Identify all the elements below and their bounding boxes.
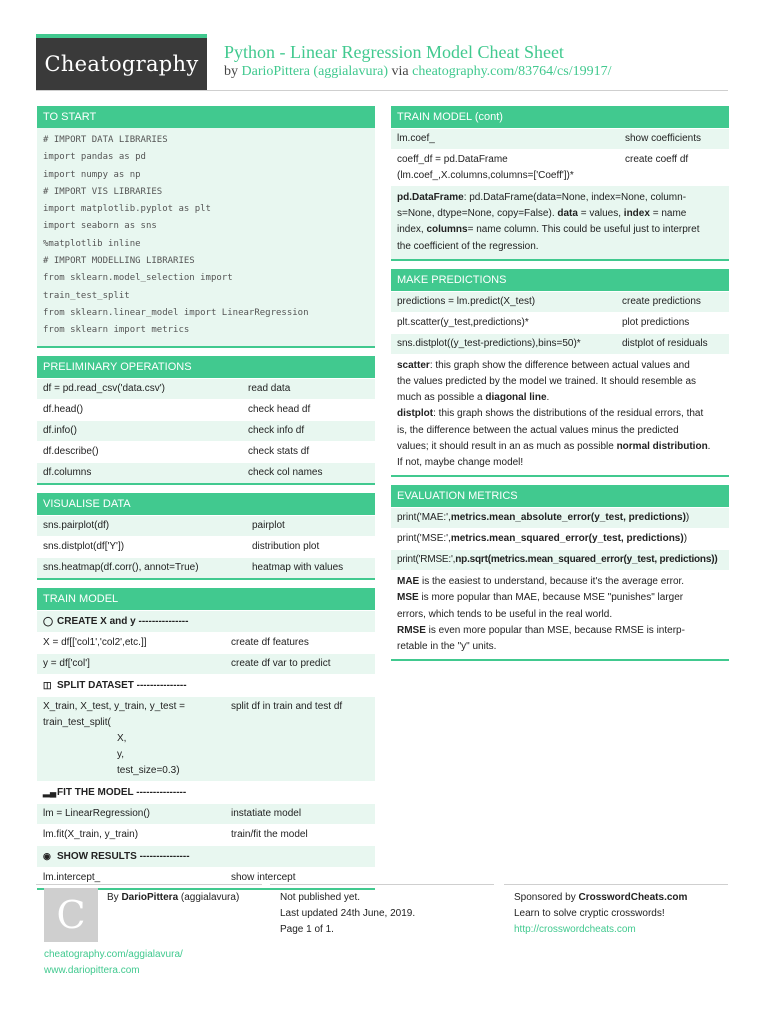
table-row (391, 333, 729, 354)
section-title: TRAIN MODEL (cont) (391, 106, 729, 128)
subsection-heading (37, 675, 193, 696)
row-desc: heatmap with values (252, 561, 344, 573)
note-text: is, the difference between the actual values minus the predicted (397, 424, 679, 436)
avatar-letter: C (56, 893, 86, 937)
table-row (391, 312, 729, 333)
row-code: y = df['col'] (43, 657, 90, 669)
table-row (37, 441, 375, 462)
footer-sponsor-link[interactable]: http://crosswordcheats.com (514, 924, 636, 935)
row-desc: show intercept (231, 871, 296, 883)
row-desc: create predictions (622, 295, 701, 307)
table-row (37, 536, 375, 557)
split-code-line: X, (117, 732, 127, 744)
table-row (37, 378, 375, 399)
page-title: Python - Linear Regression Model Cheat Sheet (224, 42, 564, 62)
code-line: from sklearn.linear_model import LinearRegression (43, 307, 309, 318)
footer-divider (270, 884, 494, 885)
row-desc: distplot of residuals (622, 337, 708, 349)
byline (224, 64, 611, 80)
note-text: = name column. This could be useful just to interpret (467, 224, 700, 236)
footer-author-name[interactable]: DarioPittera (121, 892, 179, 903)
section-predictions (391, 269, 729, 477)
table-row (37, 653, 375, 674)
code-line: import numpy as np (43, 169, 141, 180)
note-bold: pd.DataFrame (397, 192, 464, 203)
metric-bold: metrics.mean_squared_error(y_test, predictions) (450, 533, 684, 545)
avatar[interactable] (44, 888, 98, 942)
columns-icon: ◫ (43, 679, 52, 690)
row-code-line: coeff_df = pd.DataFrame (397, 154, 508, 165)
footer-sponsor (514, 891, 687, 905)
note-bold: columns (426, 224, 468, 236)
row-code: lm.coef_ (397, 133, 435, 144)
note-dataframe (391, 186, 729, 259)
code-line: train_test_split (43, 290, 130, 301)
row-desc: read data (248, 382, 291, 394)
table-row (391, 528, 729, 549)
metric-post: ) (683, 533, 688, 545)
metric-pre: print('MSE:', (397, 533, 451, 545)
note-text: = values, (577, 208, 624, 220)
note-bold: diagonal line (485, 392, 547, 404)
code-line: # IMPORT VIS LIBRARIES (43, 186, 163, 197)
note-bold: normal distribution (616, 440, 708, 452)
section-title: VISUALISE DATA (37, 493, 375, 515)
row-code: sns.distplot((y_test-predictions),bins=50)* (397, 337, 581, 349)
row-code: df.columns (43, 466, 92, 478)
section-metrics (391, 485, 729, 661)
footer-page: Page 1 of 1. (280, 924, 334, 935)
section-title: MAKE PREDICTIONS (391, 269, 729, 291)
table-row (37, 557, 375, 578)
section-title: PRELIMINARY OPERATIONS (37, 356, 375, 378)
section-title: TO START (37, 106, 375, 128)
split-code-line: test_size=0.3) (117, 764, 180, 776)
metric-bold: np.sqrt(metrics.mean_squared_error(y_test, predictions)) (455, 554, 718, 566)
note-bold: MSE (397, 592, 419, 604)
show-heading-text: SHOW RESULTS --------------- (57, 850, 190, 862)
footer-sponsor-name[interactable]: CrosswordCheats.com (578, 892, 688, 903)
note-text: the coefficient of the regression. (397, 240, 539, 252)
row-code: sns.pairplot(df) (43, 519, 110, 531)
table-row (391, 291, 729, 312)
logo-text: Cheatography (44, 52, 199, 76)
right-column (391, 106, 729, 669)
footer-sponsor-pre: Sponsored by (514, 892, 579, 903)
section-title: TRAIN MODEL (37, 588, 375, 610)
row-code: df.describe() (43, 445, 99, 457)
footer-status: Not published yet. (280, 892, 361, 903)
note-plots (391, 354, 729, 475)
code-line: import pandas as pd (43, 152, 146, 163)
row-code: df.head() (43, 403, 84, 415)
footer-divider (504, 884, 728, 885)
note-text: = name (649, 208, 687, 220)
subsection-heading (37, 611, 194, 632)
note-text: is more popular than MAE, because MSE "punishes" larger (418, 592, 684, 604)
code-line: import seaborn as sns (43, 221, 157, 232)
subsection-create (37, 610, 375, 632)
row-code: sns.distplot(df['Y']) (43, 540, 125, 552)
row-code (37, 697, 225, 781)
row-code: plt.scatter(y_test,predictions)* (397, 316, 529, 328)
note-text: is the easiest to understand, because it's the average error. (419, 576, 685, 588)
row-desc: plot predictions (622, 316, 690, 328)
row-desc: create coeff df (625, 154, 689, 165)
table-row (37, 399, 375, 420)
code-line: from sklearn import metrics (43, 325, 190, 336)
note-metrics (391, 570, 729, 659)
section-title: EVALUATION METRICS (391, 485, 729, 507)
row-desc: split df in train and test df (231, 700, 343, 712)
code-line: # IMPORT DATA LIBRARIES (43, 135, 168, 145)
author-link[interactable]: DarioPittera (aggialavura) (241, 64, 389, 79)
code-line: from sklearn.model_selection import (43, 273, 233, 284)
row-desc: instatiate model (231, 807, 302, 819)
footer-author (107, 891, 239, 905)
left-column (37, 106, 375, 898)
footer-website-link[interactable]: www.dariopittera.com (44, 965, 140, 976)
row-desc: check info df (248, 424, 305, 436)
section-train-model (37, 588, 375, 890)
note-text: : this graph show the difference between actual values and (429, 359, 690, 371)
table-row (391, 149, 729, 186)
eye-icon: ◉ (43, 850, 51, 861)
target-icon: ◯ (43, 615, 54, 626)
row-desc: create df var to predict (231, 657, 331, 669)
note-text: : this graph shows the distributions of the residual errors, that (433, 408, 704, 420)
subsection-fit (37, 781, 375, 803)
row-desc: check stats df (248, 445, 310, 457)
table-row (391, 549, 729, 570)
note-text: . (546, 392, 550, 404)
row-code: predictions = lm.predict(X_test) (397, 295, 536, 307)
code-block (37, 128, 375, 346)
row-desc: create df features (231, 636, 309, 648)
code-line: # IMPORT MODELLING LIBRARIES (43, 256, 195, 267)
split-code-line: train_test_split( (43, 716, 111, 728)
row-code: lm = LinearRegression() (43, 807, 150, 819)
row-code: lm.fit(X_train, y_train) (43, 828, 139, 840)
footer-profile-link[interactable]: cheatography.com/aggialavura/ (44, 949, 183, 960)
table-row (391, 507, 729, 528)
metric-pre: print('RMSE:', (397, 554, 456, 566)
code-line: %matplotlib inline (43, 238, 141, 249)
subsection-split (37, 674, 375, 696)
split-code-line: X_train, X_test, y_train, y_test = (43, 700, 186, 712)
row-code: df.info() (43, 424, 77, 436)
metric-bold: metrics.mean_absolute_error(y_test, predictions) (450, 512, 686, 524)
section-to-start (37, 106, 375, 348)
row-code: X = df[['col1','col2',etc.]] (43, 636, 147, 648)
table-row (37, 803, 375, 824)
note-text: . (707, 440, 711, 452)
note-text: index, (397, 224, 427, 236)
note-text: : pd.DataFrame(data=None, index=None, column- (463, 192, 687, 203)
section-visualise (37, 493, 375, 580)
note-text: If not, maybe change model! (397, 457, 524, 469)
note-text: is even more popular than MSE, because RMSE is interp- (425, 624, 685, 636)
table-row (391, 128, 729, 149)
note-bold: index (623, 208, 650, 220)
note-text: retable in the "y" units. (397, 641, 497, 653)
row-desc: check col names (248, 466, 323, 478)
code-line: import matplotlib.pyplot as plt (43, 204, 211, 215)
section-preliminary (37, 356, 375, 485)
row-code: sns.heatmap(df.corr(), annot=True) (43, 561, 199, 573)
row-code: lm.intercept_ (43, 871, 101, 883)
split-code-line: y, (117, 748, 125, 760)
row-desc: distribution plot (252, 540, 320, 552)
table-row (37, 515, 375, 536)
row-code (391, 150, 619, 186)
note-text: much as possible a (397, 392, 486, 404)
metric-post: ) (685, 512, 690, 524)
section-train-cont (391, 106, 729, 261)
table-row (37, 462, 375, 483)
footer-sponsor-tagline: Learn to solve cryptic crosswords! (514, 908, 665, 919)
metric-pre: print('MAE:', (397, 512, 451, 524)
signal-bars-icon: ▂▄ (43, 786, 57, 797)
table-row (37, 824, 375, 845)
row-desc: check head df (248, 403, 311, 415)
footer-by: By (107, 892, 122, 903)
row-desc: show coefficients (625, 133, 701, 144)
row-desc: train/fit the model (231, 828, 308, 840)
byline-via: via (391, 64, 409, 79)
footer-divider (36, 884, 262, 885)
byline-by: by (224, 64, 238, 79)
note-text: s=None, dtype=None, copy=False). (397, 208, 558, 220)
note-bold: MAE (397, 576, 420, 588)
note-text: errors, which tends to be useful in the real world. (397, 608, 613, 620)
cheatography-logo[interactable] (36, 34, 207, 90)
row-desc: pairplot (252, 519, 285, 531)
subsection-heading (37, 782, 192, 803)
row-code: df = pd.read_csv('data.csv') (43, 382, 165, 394)
header-divider (36, 90, 728, 91)
footer-updated: Last updated 24th June, 2019. (280, 908, 416, 919)
note-bold: scatter (397, 359, 430, 371)
note-bold: RMSE (397, 624, 426, 636)
note-bold: distplot (397, 408, 434, 420)
sheet-url-link[interactable]: cheatography.com/83764/cs/19917/ (412, 64, 612, 79)
subsection-heading (37, 846, 196, 867)
subsection-show (37, 845, 375, 867)
fit-heading-text: FIT THE MODEL --------------- (57, 786, 187, 798)
create-heading-text: CREATE X and y --------------- (57, 615, 189, 627)
note-text: values; it should result in an as much as possible (397, 440, 617, 452)
table-row (37, 632, 375, 653)
note-text: the values predicted by the model we trained. It should resemble as (397, 376, 697, 388)
row-code-line: (lm.coef_,X.columns,columns=['Coeff'])* (397, 170, 574, 181)
footer-author-handle: (aggialavura) (178, 892, 240, 903)
table-row (37, 420, 375, 441)
table-row (37, 696, 375, 781)
note-bold: data (557, 208, 578, 220)
split-heading-text: SPLIT DATASET --------------- (57, 679, 187, 691)
